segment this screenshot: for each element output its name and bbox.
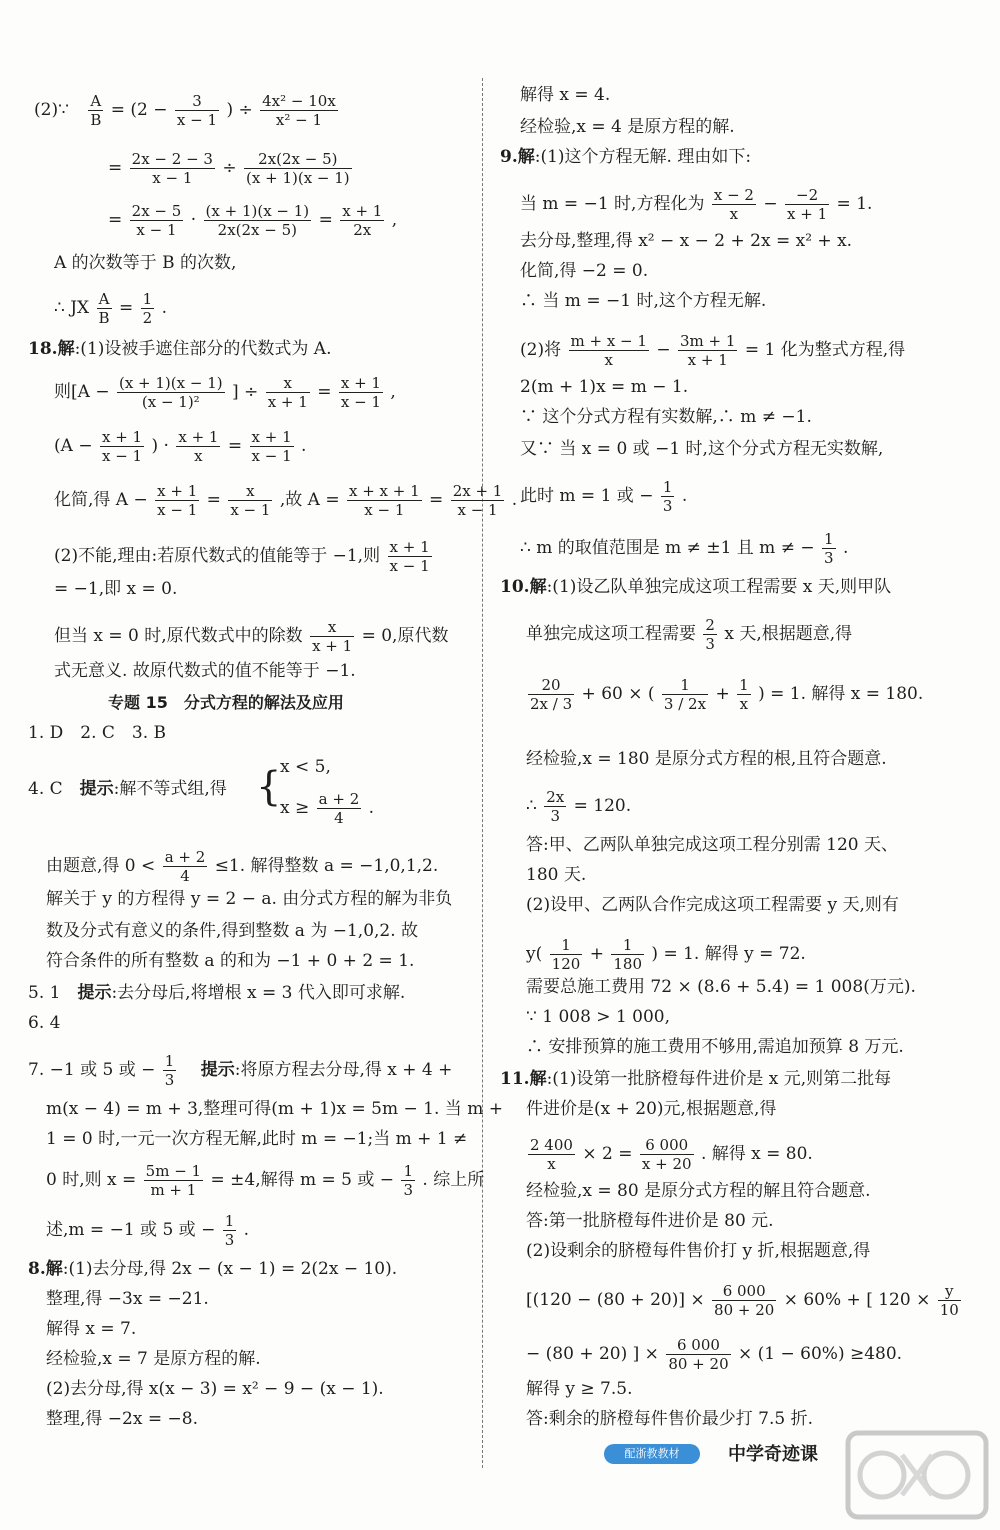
answer-9-line10: 此时 m = 1 或 − $\frac{1}{3}$ . [520, 478, 688, 515]
answer-10-head: 10.解:(1)设乙队单独完成这项工程需要 x 天,则甲队 [500, 577, 892, 597]
answer-10-line10: 需要总施工费用 72 × (8.6 + 5.4) = 1 008(万元). [526, 977, 916, 997]
answers-1-3: 1. D 2. C 3. B [28, 723, 167, 743]
answer-10-line11: ∵ 1 008 > 1 000, [526, 1007, 671, 1027]
answer-4-line4: 数及分式有意义的条件,得到整数 a 为 −1,0,2. 故 [46, 921, 419, 941]
q17-part2-line1: (2)∵ $\frac{A}{B}$ = (2 − $\frac{3}{x - 1}$ ) ÷ $\frac{\text{4x² − 10x}}{\text{x² − 1}}$ [34, 92, 336, 129]
answer-4-line5: 符合条件的所有整数 a 的和为 −1 + 0 + 2 = 1. [46, 951, 415, 971]
answer-8-line5: (2)去分母,得 x(x − 3) = x² − 9 − (x − 1). [46, 1379, 384, 1399]
q18-line7: 但当 x = 0 时,原代数式中的除数 $\frac{x}{x + 1}$ = 0,原代数 [54, 618, 449, 655]
q18-line5: (2)不能,理由:若原代数式的值能等于 −1,则 $\frac{x + 1}{x - 1}$ [54, 538, 430, 575]
answer-7-line4: 0 时,则 x = $\frac{5m - 1}{m + 1}$ = ±4,解得 m = 5 或 − $\frac{1}{3}$ . 综上所 [46, 1162, 485, 1199]
answer-10-line2: 单独完成这项工程需要 $\frac{2}{3}$ x 天,根据题意,得 [526, 616, 853, 653]
system-brace: { [256, 764, 282, 810]
answer-10-line7: 180 天. [526, 865, 587, 885]
answer-6: 6. 4 [28, 1013, 61, 1033]
answer-9-line3: 去分母,整理,得 x² − x − 2 + 2x = x² + x. [520, 231, 853, 251]
ratio-result: ∴ JX $\frac{A}{B}$ = $\frac{1}{2}$ . [54, 290, 167, 327]
answer-9-line9: 又∵ 当 x = 0 或 −1 时,这个分式方程无实数解, [520, 439, 884, 459]
column-divider [482, 78, 483, 1468]
answer-9-line7: 2(m + 1)x = m − 1. [520, 377, 689, 397]
answer-5: 5. 1 提示:去分母后,将增根 x = 3 代入即可求解. [28, 983, 406, 1003]
answer-11-line4: 经检验,x = 80 是原分式方程的解且符合题意. [526, 1181, 871, 1201]
answer-11-line3: $\frac{2 400}{x}$ × 2 = $\frac{6 000}{x + 20}$ . 解得 x = 80. [530, 1136, 813, 1173]
q17-part2-line3: = $\frac{2x - 5}{x - 1}$ · $\frac{(x + 1)(x - 1)}{2x(2x - 5)}$ = $\frac{x + 1}{2x}$ , [108, 202, 398, 239]
watermark-logo-icon [842, 1425, 992, 1525]
answer-7-line3: 1 = 0 时,一元一次方程无解,此时 m = −1;当 m + 1 ≠ [46, 1129, 468, 1149]
brand-name: 中学奇迹课 [728, 1444, 818, 1465]
answer-11-line10: 答:剩余的脐橙每件售价最少打 7.5 折. [526, 1409, 813, 1429]
answer-10-line8: (2)设甲、乙两队合作完成这项工程需要 y 天,则有 [526, 895, 899, 915]
answer-10-line4: 经检验,x = 180 是原分式方程的根,且符合题意. [526, 749, 887, 769]
answer-10-line6: 答:甲、乙两队单独完成这项工程分别需 120 天、 [526, 835, 898, 855]
q18-line4: 化简,得 A − $\frac{x + 1}{x - 1}$ = $\frac{x}{x - 1}$ ,故 A = $\frac{x + x + 1}{x - 1}$ = $\frac{2x + 1}{x - 1}$ . [54, 482, 518, 519]
answer-7-line1: 7. −1 或 5 或 − $\frac{1}{3}$ 提示:将原方程去分母,得 x + 4 + [28, 1052, 453, 1089]
answer-8-line6: 整理,得 −2x = −8. [46, 1409, 198, 1429]
answer-11-line8: − (80 + 20) ] × $\frac{6 000}{80 + 20}$ × (1 − 60%) ≥480. [526, 1336, 903, 1373]
answer-9-line8: ∵ 这个分式方程有实数解,∴ m ≠ −1. [520, 407, 812, 427]
answer-4-line1: 4. C 提示:解不等式组,得 [28, 779, 227, 799]
section-title: 专题 15 分式方程的解法及应用 [108, 693, 344, 712]
answer-9-line2: 当 m = −1 时,方程化为 $\frac{x - 2}{x}$ − $\frac{-2}{x + 1}$ = 1. [520, 186, 873, 223]
answer-11-line2: 件进价是(x + 20)元,根据题意,得 [526, 1099, 777, 1119]
q18-head: 18.解:(1)设被手遮住部分的代数式为 A. [28, 339, 332, 359]
answer-10-line3: $\frac{20}{2x / 3}$ + 60 × ( $\frac{1}{3 / 2x}$ + $\frac{1}{x}$ ) = 1. 解得 x = 180. [530, 676, 924, 713]
answer-7-line2: m(x − 4) = m + 3,整理可得(m + 1)x = 5m − 1. 当 m + [46, 1099, 503, 1119]
answer-9-line4: 化简,得 −2 = 0. [520, 261, 649, 281]
answer-11-line5: 答:第一批脐橙每件进价是 80 元. [526, 1211, 774, 1231]
q17-part2-line2: = $\frac{2x - 2 - 3}{x - 1}$ ÷ $\frac{2x(2x - 5)}{(x + 1)(x - 1)}$ [108, 150, 350, 187]
q18-line3: (A − $\frac{x + 1}{x - 1}$ ) · $\frac{x + 1}{x}$ = $\frac{x + 1}{x - 1}$ . [54, 428, 307, 465]
answer-9-line5: ∴ 当 m = −1 时,这个方程无解. [520, 291, 767, 311]
answer-8-line2: 整理,得 −3x = −21. [46, 1289, 209, 1309]
answer-11-line6: (2)设剩余的脐橙每件售价打 y 折,根据题意,得 [526, 1241, 871, 1261]
system-line2: x ≥ $\frac{a + 2}{4}$ . [280, 790, 375, 827]
edition-tag: 配浙教教材 [604, 1444, 700, 1464]
answer-7-line5: 述,m = −1 或 5 或 − $\frac{1}{3}$ . [46, 1212, 250, 1249]
answer-10-line12: ∴ 安排预算的施工费用不够用,需追加预算 8 万元. [526, 1037, 904, 1057]
answer-10-line9: y( $\frac{1}{120}$ + $\frac{1}{180}$ ) = 1. 解得 y = 72. [526, 936, 806, 973]
answer-11-head: 11.解:(1)设第一批脐橙每件进价是 x 元,则第二批每 [500, 1069, 892, 1089]
r-line1: 解得 x = 4. [520, 85, 611, 105]
degree-note: A 的次数等于 B 的次数, [54, 253, 237, 273]
answer-9-line6: (2)将 $\frac{m + x - 1}{x}$ − $\frac{3m + 1}{x + 1}$ = 1 化为整式方程,得 [520, 332, 906, 369]
answer-9-head: 9.解:(1)这个方程无解. 理由如下: [500, 147, 752, 167]
answer-8-head: 8.解:(1)去分母,得 2x − (x − 1) = 2(2x − 10). [28, 1259, 398, 1279]
answer-10-line5: ∴ $\frac{2x}{3}$ = 120. [526, 788, 632, 825]
q18-line2: 则[A − $\frac{(x + 1)(x - 1)}{\text{(x − 1)²}}$ ] ÷ $\frac{x}{x + 1}$ = $\frac{x + 1}{x - 1}$ , [54, 374, 396, 411]
answer-11-line7: [(120 − (80 + 20)] × $\frac{6 000}{80 + 20}$ × 60% + [ 120 × $\frac{y}{10}$ [526, 1282, 959, 1319]
answer-11-line9: 解得 y ≥ 7.5. [526, 1379, 633, 1399]
r-line2: 经检验,x = 4 是原方程的解. [520, 117, 735, 137]
system-line1: x < 5, [280, 757, 331, 777]
answer-8-line4: 经检验,x = 7 是原方程的解. [46, 1349, 261, 1369]
answer-8-line3: 解得 x = 7. [46, 1319, 137, 1339]
answer-4-line3: 解关于 y 的方程得 y = 2 − a. 由分式方程的解为非负 [46, 889, 453, 909]
answer-4-line2: 由题意,得 0 < $\frac{a + 2}{4}$ ≤1. 解得整数 a = −1,0,1,2. [46, 848, 439, 885]
q18-line8: 式无意义. 故原代数式的值不能等于 −1. [54, 661, 356, 681]
q18-line6: = −1,即 x = 0. [54, 579, 178, 599]
answer-9-line11: ∴ m 的取值范围是 m ≠ ±1 且 m ≠ − $\frac{1}{3}$ . [520, 530, 849, 567]
